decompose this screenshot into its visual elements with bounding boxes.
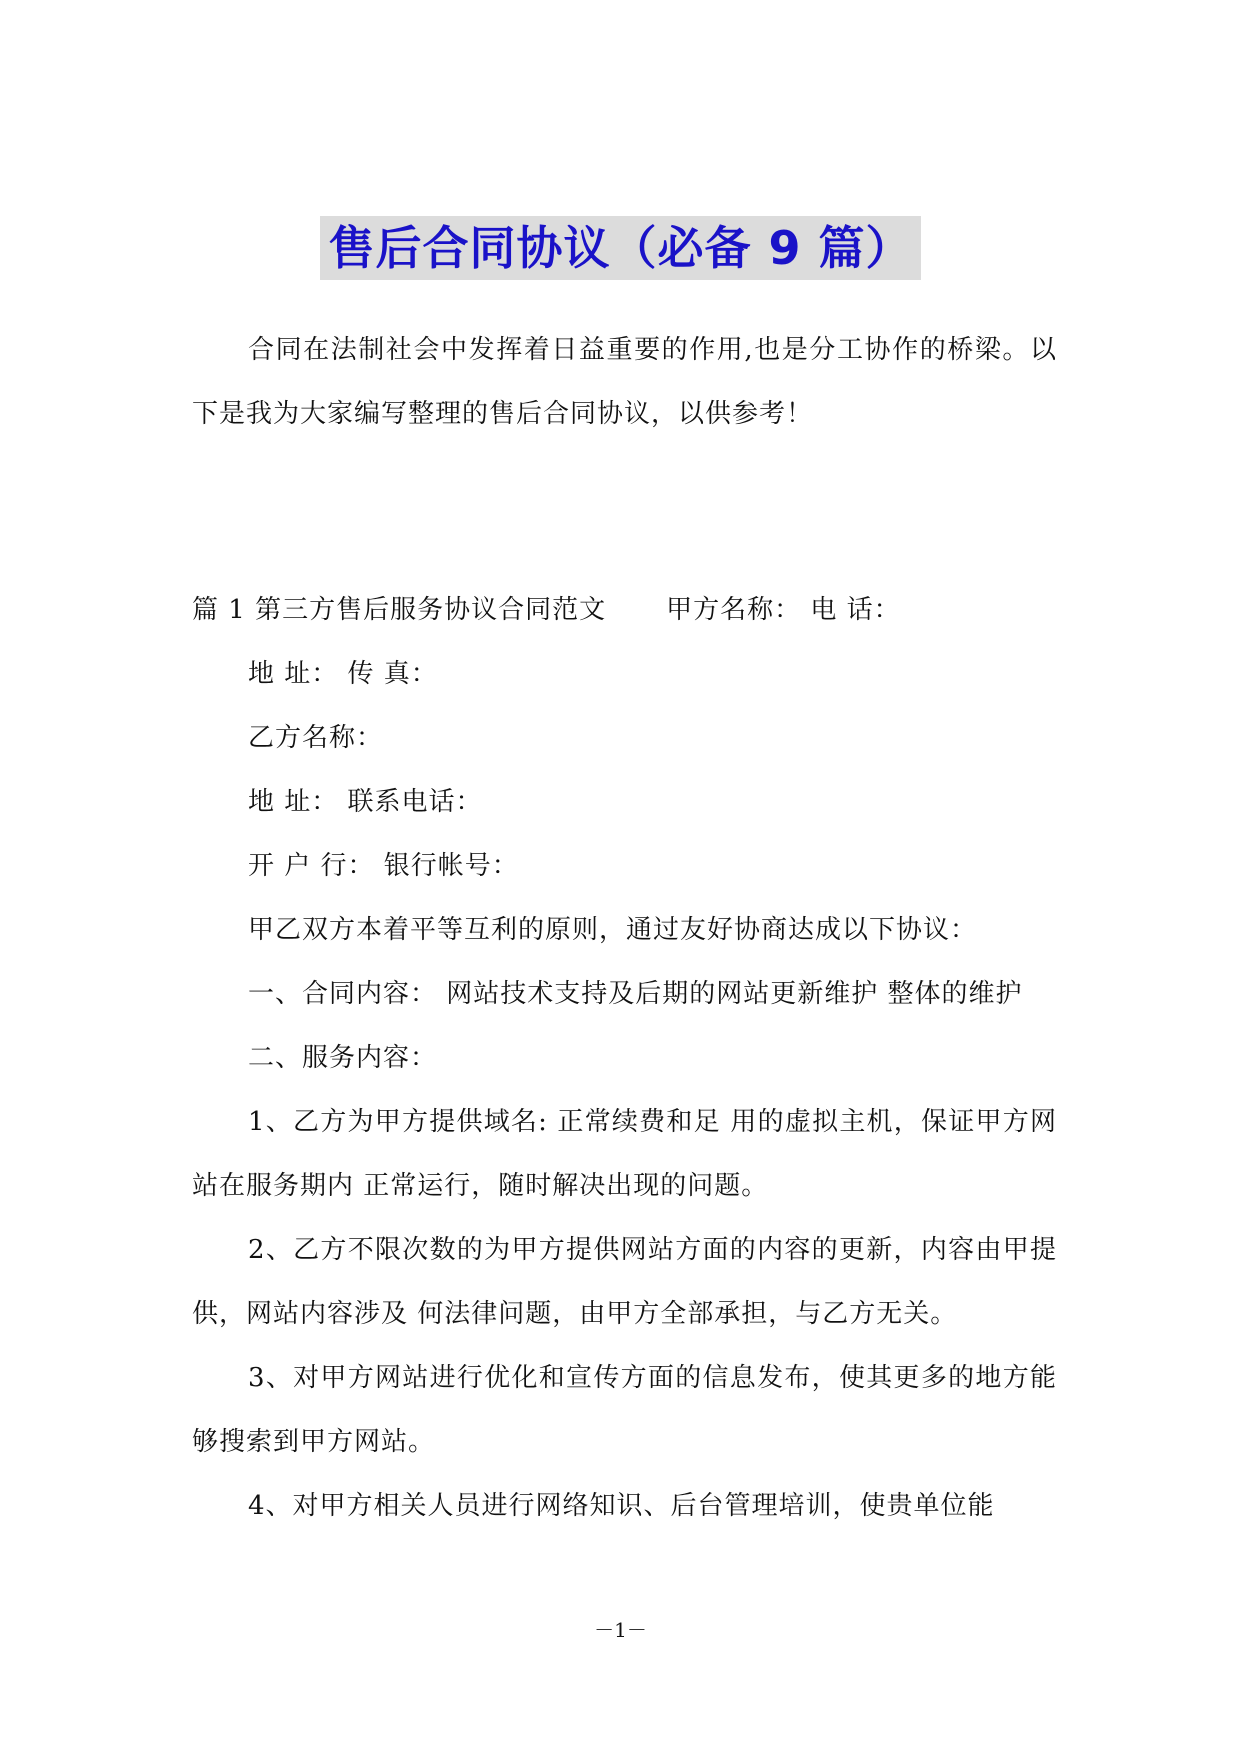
bank-line: 开 户 行： 银行帐号： xyxy=(248,851,519,881)
agreement-intro: 甲乙双方本着平等互利的原则，通过友好协商达成以下协议： xyxy=(248,915,978,945)
contract-body xyxy=(192,578,1057,1538)
service-item-1: 1、乙方为甲方提供域名: 正常续费和足 用的虚拟主机，保证甲方网站在服务期内 正常运行，随时解决出现的问题。 xyxy=(192,1107,1057,1201)
party-a-address-line: 地 址： 传 真： xyxy=(248,659,438,689)
service-item-4: 4、对甲方相关人员进行网络知识、后台管理培训，使贵单位能 xyxy=(248,1491,995,1521)
section-heading: 篇 1 第三方售后服务协议合同范文 xyxy=(192,595,607,625)
clause-service-content: 二、服务内容： xyxy=(248,1043,438,1073)
party-b-name-line: 乙方名称： xyxy=(248,723,384,753)
section-heading-line xyxy=(192,578,1057,642)
intro-paragraph: 合同在法制社会中发挥着日益重要的作用,也是分工协作的桥梁。以下是我为大家编写整理的售后合同协议，以供参考！ xyxy=(192,335,1057,429)
party-a-name-label: 甲方名称： 电 话： xyxy=(666,595,901,625)
party-b-address-line: 地 址： 联系电话： xyxy=(248,787,483,817)
clause-contract-content: 一、合同内容： 网站技术支持及后期的网站更新维护 整体的维护 xyxy=(248,979,1023,1009)
document-title: 售后合同协议（必备 9 篇） xyxy=(320,216,920,280)
title-container xyxy=(0,216,1241,280)
service-item-3: 3、对甲方网站进行优化和宣传方面的信息发布，使其更多的地方能够搜索到甲方网站。 xyxy=(192,1363,1057,1457)
intro-block xyxy=(192,318,1057,446)
page-number: －1－ xyxy=(594,1618,647,1642)
service-item-2: 2、乙方不限次数的为甲方提供网站方面的内容的更新，内容由甲提供，网站内容涉及 何法律问题，由甲方全部承担，与乙方无关。 xyxy=(192,1235,1057,1329)
